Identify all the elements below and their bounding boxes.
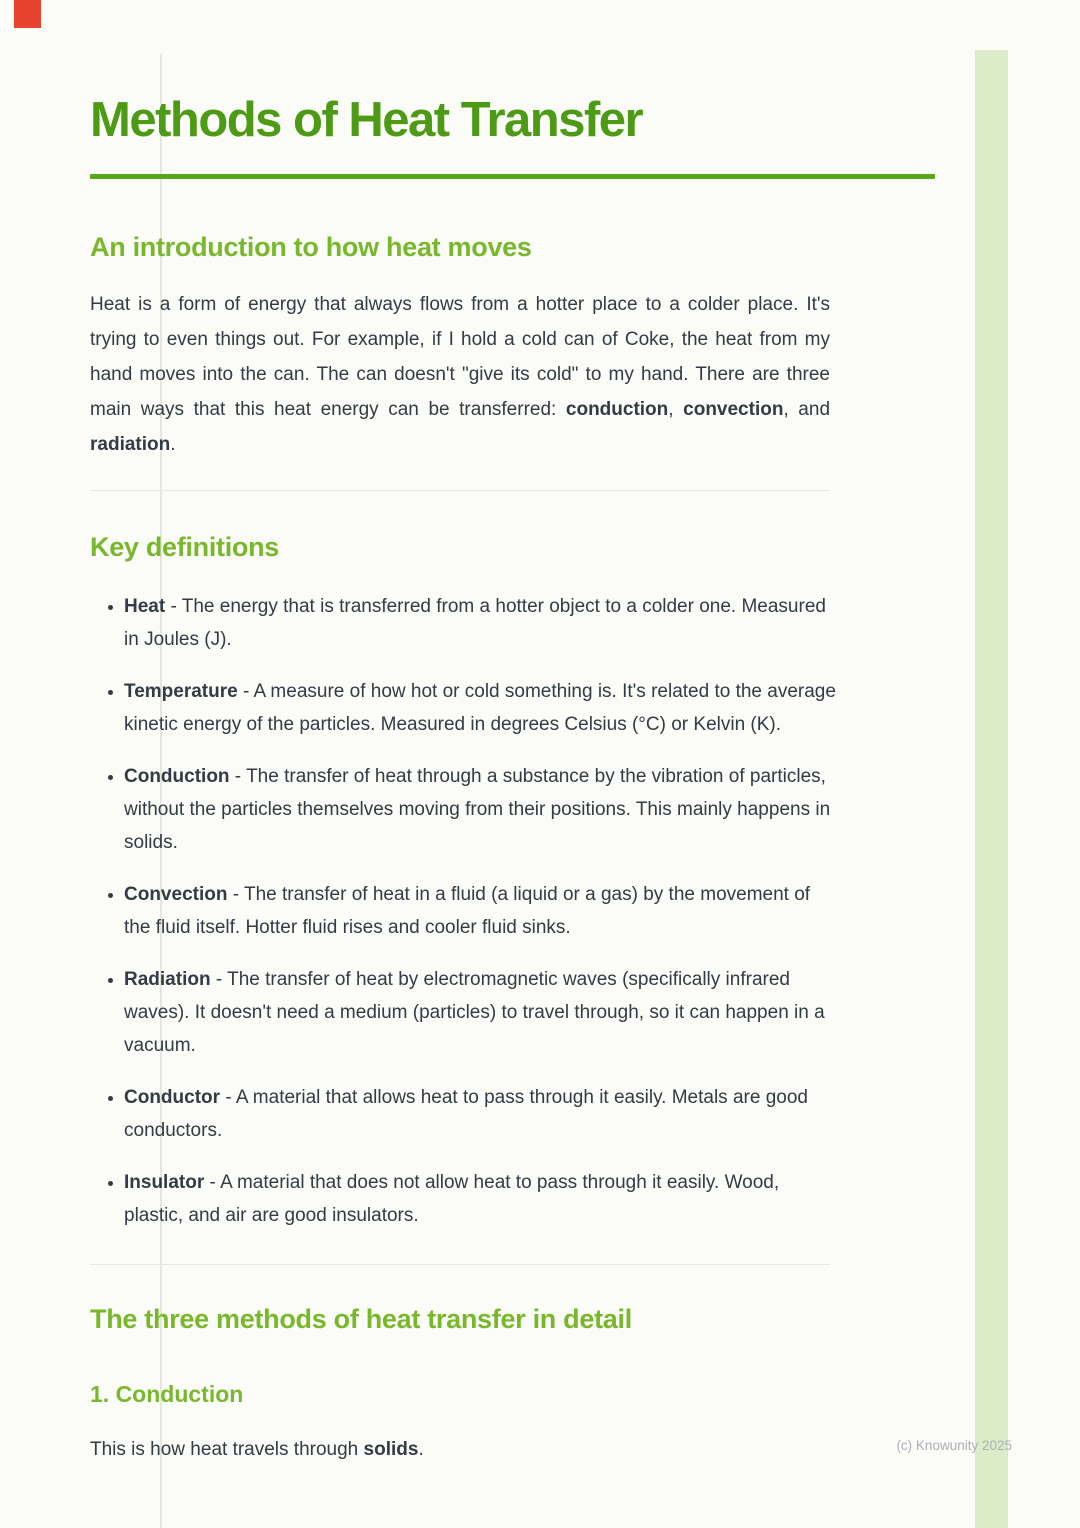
- definitions-heading: Key definitions: [90, 532, 280, 563]
- definition-desc: A material that allows heat to pass through it easily. Metals are good conductors.: [124, 1086, 808, 1141]
- definition-term: Temperature: [124, 680, 238, 702]
- definition-term: Conduction: [124, 765, 230, 787]
- page-title: Methods of Heat Transfer: [90, 93, 643, 147]
- definition-desc: The transfer of heat in a fluid (a liquid or a gas) by the movement of the fluid itself. Hotter fluid rises and cooler fluid sinks.: [124, 883, 811, 938]
- definition-desc: The energy that is transferred from a hotter object to a colder one. Measured in Joules (J).: [124, 595, 826, 650]
- intro-term-radiation: radiation: [90, 434, 171, 456]
- definition-desc: The transfer of heat by electromagnetic waves (specifically infrared waves). It doesn't need a medium (particles) to travel through, so it can happen in a vacuum.: [124, 968, 825, 1056]
- title-rule: [90, 174, 935, 179]
- conduction-paragraph: This is how heat travels through solids.: [90, 1439, 424, 1461]
- definition-desc: A measure of how hot or cold something is. It's related to the average kinetic energy of the particles. Measured in degrees Celsius (°C) or Kelvin (K).: [124, 680, 836, 735]
- definition-item-conduction: • Conduction - The transfer of heat through a substance by the vibration of particles, without the particles themselves moving from their positions. This mainly happens in solids.: [124, 760, 838, 859]
- intro-heading: An introduction to how heat moves: [90, 231, 532, 262]
- subheading-conduction: 1. Conduction: [90, 1381, 244, 1408]
- definition-term: Radiation: [124, 968, 211, 990]
- intro-term-convection: convection: [683, 399, 784, 421]
- intro-term-conduction: conduction: [565, 399, 669, 421]
- detail-heading: The three methods of heat transfer in detail: [90, 1303, 632, 1334]
- definition-item-conductor: • Conductor - A material that allows heat to pass through it easily. Metals are good conductors.: [124, 1081, 838, 1147]
- definition-term: Conductor: [124, 1086, 221, 1108]
- definition-term: Insulator: [124, 1171, 205, 1193]
- intro-paragraph: Heat is a form of energy that always flows from a hotter place to a colder place. It's trying to even things out. For example, if I hold a cold can of Coke, the heat from my hand moves into the can. The can doesn't "give its cold" to my hand. There are three main ways that this heat energy can be transferred: conduction, convection, and radiation.: [90, 294, 831, 456]
- section-divider: [90, 1264, 830, 1265]
- definition-item-temperature: • Temperature - A measure of how hot or cold something is. It's related to the average kinetic energy of the particles. Measured in degrees Celsius (°C) or Kelvin (K).: [124, 675, 838, 741]
- corner-accent: [14, 0, 41, 28]
- solids-term: solids: [363, 1439, 419, 1461]
- intro-lead: Heat is a form of energy that always flows from a hotter place to a colder place. It's trying to even things out. For example, if I hold a cold can of Coke, the heat from my hand moves into the can. The can doesn't "give its cold" to my hand. There are three main ways that this heat energy can be transferred:: [90, 294, 830, 421]
- footer-credit: (c) Knowunity 2025: [896, 1438, 1012, 1453]
- side-stripe: [975, 50, 1008, 1528]
- definition-item-insulator: • Insulator - A material that does not allow heat to pass through it easily. Wood, plastic, and air are good insulators.: [124, 1166, 838, 1232]
- definition-item-radiation: • Radiation - The transfer of heat by electromagnetic waves (specifically infrared waves). It doesn't need a medium (particles) to travel through, so it can happen in a vacuum.: [124, 963, 838, 1062]
- definitions-list: [90, 590, 838, 1232]
- definition-term: Convection: [124, 883, 228, 905]
- definition-term: Heat: [124, 595, 166, 617]
- definition-item-heat: • Heat - The energy that is transferred from a hotter object to a colder one. Measured in Joules (J).: [124, 590, 838, 656]
- definition-item-convection: • Convection - The transfer of heat in a fluid (a liquid or a gas) by the movement of the fluid itself. Hotter fluid rises and cooler fluid sinks.: [124, 878, 838, 944]
- section-divider: [90, 490, 830, 491]
- definition-desc: A material that does not allow heat to pass through it easily. Wood, plastic, and air are good insulators.: [124, 1171, 780, 1226]
- document-content: [90, 0, 935, 1467]
- definition-desc: The transfer of heat through a substance by the vibration of particles, without the particles themselves moving from their positions. This mainly happens in solids.: [124, 765, 831, 853]
